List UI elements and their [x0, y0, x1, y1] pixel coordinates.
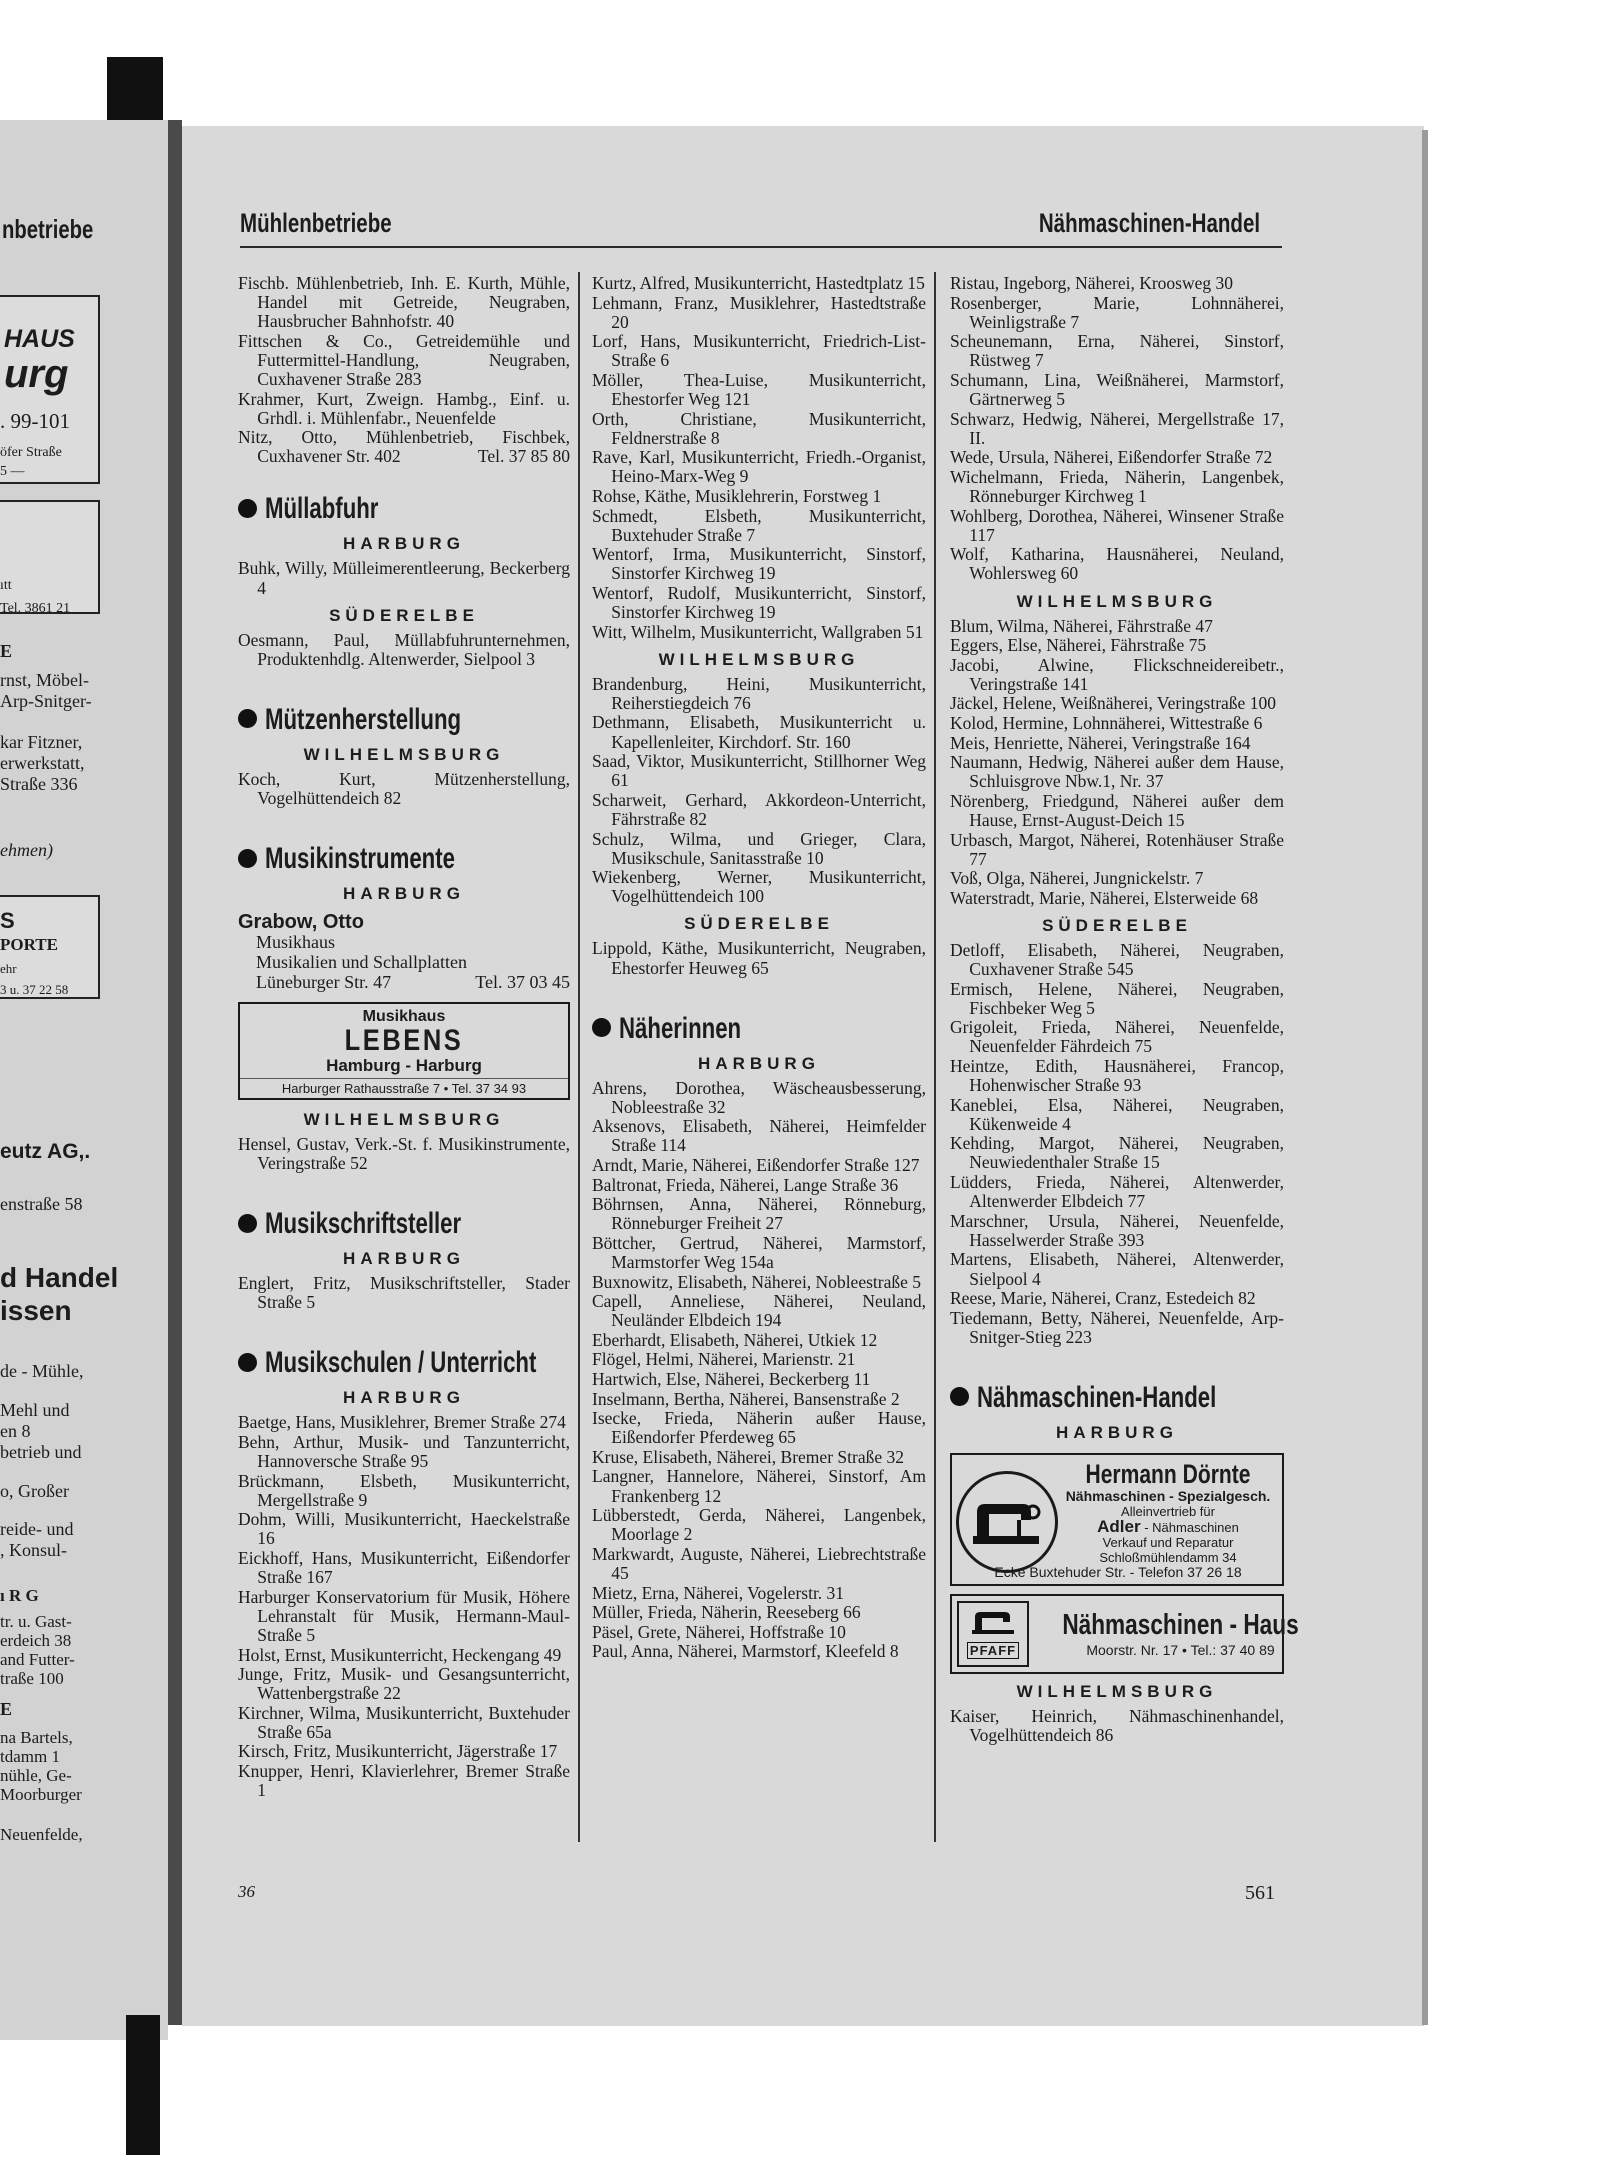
category-title: Musikschulen / Unterricht [265, 1346, 537, 1380]
advertisement-doernte [950, 1453, 1284, 1586]
directory-entry: Buxnowitz, Elisabeth, Näherei, Nobleestraße 5 [592, 1271, 921, 1292]
category-title: Nähmaschinen-Handel [977, 1380, 1217, 1414]
column-3 [950, 273, 1299, 1746]
directory-entry: Flögel, Helmi, Näherei, Marienstr. 21 [592, 1349, 856, 1370]
left-page-text-line: ehmen) [0, 840, 53, 860]
gutter-shadow [168, 120, 182, 2025]
left-page-text-line: nühle, Ge- [0, 1766, 72, 1785]
category-title: Musikschriftsteller [265, 1207, 462, 1241]
left-page-text-line: . 99-101 [0, 409, 70, 433]
directory-entry: Rave, Karl, Musikunterricht, Friedh.-Organist, Heino-Marx-Weg 9 [592, 447, 926, 487]
left-page-text-line: E [0, 641, 13, 661]
directory-entry: Marschner, Ursula, Näherei, Neuenfelde, Hasselwerder Straße 393 [950, 1210, 1284, 1250]
left-page-text-line: and Futter- [0, 1650, 75, 1669]
directory-entry: Knupper, Henri, Klavierlehrer, Bremer Straße 1 [238, 1761, 570, 1801]
page-number-right: 561 [1245, 1882, 1275, 1904]
directory-entry: Aksenovs, Elisabeth, Näherei, Heimfelder Straße 114 [592, 1116, 926, 1156]
directory-entry: Lehmann, Franz, Musiklehrer, Hastedtstraße 20 [592, 292, 926, 332]
directory-entry: Wohlberg, Dorothea, Näherei, Winsener Straße 117 [950, 505, 1284, 545]
directory-entry: Orth, Christiane, Musikunterricht, Feldnerstraße 8 [592, 408, 926, 448]
directory-entry: Naumann, Hedwig, Näherei außer dem Hause, Schluisgrove Nbw.1, Nr. 37 [950, 752, 1284, 792]
region-heading: HARBURG [698, 1053, 820, 1073]
region-heading: HARBURG [1056, 1422, 1178, 1442]
category-heading [238, 492, 570, 526]
left-page-text-line: d Handel [0, 1262, 119, 1293]
bullet-icon [238, 1214, 257, 1233]
ad-brand-row [1058, 1516, 1278, 1536]
ad-location: Hamburg - Harburg [326, 1056, 482, 1075]
left-page-text-line: ı R G [0, 1586, 39, 1605]
directory-entry: Isecke, Frieda, Näherin außer Hause, Eißendorfer Pferdeweg 65 [592, 1408, 926, 1448]
bullet-icon [950, 1387, 969, 1406]
directory-entry: Arndt, Marie, Näherei, Eißendorfer Straße 127 [592, 1154, 920, 1175]
directory-entry: Urbasch, Margot, Näherei, Rotenhäuser Straße 77 [950, 829, 1284, 869]
region-heading: WILHELMSBURG [658, 649, 860, 669]
running-head-left: Mühlenbetriebe [240, 208, 392, 238]
ad-address: Ecke Buxtehuder Str. - Telefon 37 26 18 [994, 1563, 1242, 1580]
left-page-text-line: erdeich 38 [0, 1631, 72, 1650]
category-heading [238, 703, 570, 737]
column-rule-2 [934, 272, 936, 1842]
directory-entry: Rohse, Käthe, Musiklehrerin, Forstweg 1 [592, 486, 882, 507]
directory-entry: Hartwich, Else, Näherei, Beckerberg 11 [592, 1369, 871, 1389]
left-page-text-line: Neuenfelde, [0, 1825, 83, 1844]
directory-entry: Dethmann, Elisabeth, Musikunterricht u. Kapellenleiter, Kirchdorf. Str. 160 [592, 712, 926, 752]
ad-company-name: LEBENS [344, 1024, 464, 1057]
page-number-left: 36 [238, 1882, 255, 1901]
region-heading: SÜDERELBE [1042, 915, 1192, 935]
ad-telephone: Tel. 37 03 45 [475, 972, 570, 992]
left-page-text-line: S [0, 908, 15, 933]
directory-entry: Heintze, Edith, Hausnäherei, Francop, Hohenwischer Straße 93 [950, 1055, 1284, 1096]
left-page-text-line: ıtt [0, 578, 12, 593]
advertiser-name: Nähmaschinen - Haus [1062, 1609, 1299, 1642]
left-page-text-line: Straße 336 [0, 774, 78, 794]
region-heading: WILHELMSBURG [1016, 591, 1218, 611]
ad-text-block [1029, 1609, 1332, 1658]
left-page-text-line: E [0, 1699, 13, 1719]
left-page-text-line: öfer Straße [0, 445, 62, 460]
directory-entry: Martens, Elisabeth, Näherei, Altenwerder, Sielpool 4 [950, 1249, 1284, 1289]
directory-entry: Eickhoff, Hans, Musikunterricht, Eißendorfer Straße 167 [238, 1548, 570, 1588]
left-page-text-line: traße 100 [0, 1669, 64, 1688]
ad-brand: Adler [1097, 1516, 1141, 1536]
directory-entry: Schmedt, Elsbeth, Musikunterricht, Buxtehuder Straße 7 [592, 505, 926, 545]
directory-entry: Markwardt, Auguste, Näherei, Liebrechtstraße 45 [592, 1543, 926, 1583]
entry-text: Nitz, Otto, Mühlenbetrieb, Fischbek, Cuxhavener Str. 402 [238, 427, 570, 467]
directory-entry: Scheunemann, Erna, Näherei, Sinstorf, Rüstweg 7 [950, 331, 1284, 371]
directory-entry: Voß, Olga, Näherei, Jungnickelstr. 7 [950, 868, 1204, 889]
left-page-text-line: en 8 [0, 1421, 31, 1441]
directory-entry: Müller, Frieda, Näherin, Reeseberg 66 [592, 1602, 861, 1623]
directory-entry: Böhrnsen, Anna, Näherei, Rönneburg, Rönneburger Freiheit 27 [592, 1194, 926, 1234]
left-page-text-line: Moorburger [0, 1785, 82, 1804]
directory-entry: Fischb. Mühlenbetrieb, Inh. E. Kurth, Mühle, Handel mit Getreide, Neugraben, Hausbrucher Bahnhofstr. 40 [238, 273, 570, 332]
directory-entry: Kruse, Elisabeth, Näherei, Bremer Straße 32 [592, 1446, 904, 1467]
ad-line: Musikhaus [256, 932, 336, 952]
directory-entry: Krahmer, Kurt, Zweign. Hambg., Einf. u. Grhdl. i. Mühlenfabr., Neuenfelde [238, 388, 570, 428]
category-heading [950, 1381, 1284, 1415]
left-page-header: nbetriebe [2, 214, 94, 244]
ad-footer: Harburger Rathausstraße 7 • Tel. 37 34 93 [240, 1078, 568, 1098]
region-heading: WILHELMSBURG [303, 744, 505, 764]
left-page-text-line: urg [4, 352, 69, 396]
directory-entry: Wiekenberg, Werner, Musikunterricht, Vogelhüttendeich 100 [592, 867, 926, 907]
region-heading: HARBURG [343, 534, 465, 554]
directory-entry: Wentorf, Irma, Musikunterricht, Sinstorf, Sinstorfer Kirchweg 19 [592, 544, 926, 584]
left-page-text-line: 5 — [0, 464, 25, 479]
directory-entry: Kurtz, Alfred, Musikunterricht, Hastedtplatz 15 [592, 273, 925, 293]
directory-entry: Behn, Arthur, Musik- und Tanzunterricht, Hannoversche Straße 95 [238, 1431, 570, 1472]
directory-entry: Mietz, Erna, Näherei, Vogelerstr. 31 [592, 1582, 845, 1603]
entry-telephone: Tel. 37 85 80 [477, 446, 570, 467]
left-page-text-line: Mehl und [0, 1400, 70, 1420]
left-page-text-line: na Bartels, [0, 1728, 73, 1747]
directory-entry: Kirchner, Wilma, Musikunterricht, Buxtehuder Straße 65a [238, 1702, 570, 1742]
directory-entry: Meis, Henriette, Näherei, Veringstraße 164 [950, 732, 1251, 753]
left-page-text-line: issen [0, 1295, 72, 1326]
region-heading: SÜDERELBE [684, 914, 834, 934]
left-page-text-line: betrieb und [0, 1442, 82, 1462]
directory-entry: Schulz, Wilma, und Grieger, Clara, Musikschule, Sanitasstraße 10 [592, 828, 926, 868]
directory-entry: Holst, Ernst, Musikunterricht, Heckengang 49 [238, 1644, 562, 1665]
directory-entry: Junge, Fritz, Musik- und Gesangsunterricht, Wattenbergstraße 22 [238, 1664, 570, 1704]
directory-entry: Capell, Anneliese, Näherei, Neuland, Neuländer Elbdeich 194 [592, 1291, 926, 1331]
left-page-text-line: o, Großer [0, 1481, 69, 1501]
advertiser-name: Grabow, Otto [238, 911, 364, 933]
directory-entry: Jäckel, Helene, Weißnäherei, Veringstraße 100 [950, 693, 1276, 714]
directory-entry: Buhk, Willy, Mülleimerentleerung, Beckerberg 4 [238, 558, 570, 598]
directory-entry: Brückmann, Elsbeth, Musikunterricht, Mergellstraße 9 [238, 1470, 570, 1510]
directory-entry: Schwarz, Hedwig, Näherei, Mergellstraße 17, II. [950, 408, 1284, 448]
directory-entry: Wede, Ursula, Näherei, Eißendorfer Straße 72 [950, 447, 1273, 468]
directory-entry: Lorf, Hans, Musikunterricht, Friedrich-List-Straße 6 [592, 331, 926, 371]
left-page-text-line: tr. u. Gast- [0, 1612, 72, 1631]
region-heading: HARBURG [343, 1249, 465, 1269]
ad-line: Verkauf und Reparatur [1102, 1534, 1234, 1550]
directory-entry: Waterstradt, Marie, Näherei, Elsterweide 68 [950, 887, 1259, 908]
ad-line: Nähmaschinen [1152, 1519, 1239, 1535]
page-edge [1422, 130, 1428, 2025]
bullet-icon [238, 1353, 257, 1372]
region-heading: HARBURG [343, 1388, 465, 1408]
left-page-text-line: ehr [0, 961, 17, 976]
directory-entry: Blum, Wilma, Näherei, Fährstraße 47 [950, 615, 1213, 636]
directory-entry: Ristau, Ingeborg, Näherei, Kroosweg 30 [950, 273, 1234, 293]
ad-line: Musikalien und Schallplatten [256, 952, 467, 972]
bullet-icon [238, 499, 257, 518]
region-heading: WILHELMSBURG [303, 1110, 505, 1129]
category-heading [592, 1012, 926, 1046]
directory-entry: Englert, Fritz, Musikschriftsteller, Stader Straße 5 [238, 1273, 570, 1313]
bullet-icon [238, 849, 257, 868]
directory-entry: Reese, Marie, Näherei, Cranz, Estedeich 82 [950, 1288, 1256, 1309]
left-page-text-line: reide- und [0, 1519, 74, 1539]
bullet-icon [238, 709, 257, 728]
ad-line: Schloßmühlendamm 34 [1099, 1549, 1237, 1565]
left-page-text-line: , Konsul- [0, 1540, 67, 1560]
directory-entry: Detloff, Elisabeth, Näherei, Neugraben, Cuxhavener Straße 545 [950, 939, 1284, 979]
advertiser-name: Hermann Dörnte [1085, 1458, 1251, 1489]
directory-entry: Hensel, Gustav, Verk.-St. f. Musikinstrumente, Veringstraße 52 [238, 1134, 570, 1174]
directory-entry: Lippold, Käthe, Musikunterricht, Neugraben, Ehestorfer Heuweg 65 [592, 938, 926, 978]
spine-bottom [126, 2015, 160, 2155]
directory-entry: Möller, Thea-Luise, Musikunterricht, Ehestorfer Weg 121 [592, 369, 926, 410]
separator: - [1140, 1519, 1153, 1535]
directory-entry: Päsel, Grete, Näherei, Hoffstraße 10 [592, 1621, 846, 1642]
advertisement-lebens [238, 1002, 570, 1100]
directory-entry: Eggers, Else, Näherei, Fährstraße 75 [950, 635, 1207, 656]
column-2 [592, 274, 926, 1662]
ad-address: Moorstr. Nr. 17 • Tel.: 37 40 89 [1086, 1642, 1275, 1659]
region-heading: WILHELMSBURG [1016, 1681, 1218, 1701]
left-ad-box-2 [0, 500, 100, 614]
left-page-text-line: 3 u. 37 22 58 [0, 982, 69, 997]
left-page-text-line: Arp-Snitger- [0, 691, 92, 711]
left-page-text-line: enstraße 58 [0, 1194, 83, 1214]
ad-top-line: Musikhaus [362, 1008, 446, 1025]
directory-entry: Oesmann, Paul, Müllabfuhrunternehmen, Produktenhdlg. Altenwerder, Sielpool 3 [238, 629, 570, 669]
directory-entry: Baetge, Hans, Musiklehrer, Bremer Straße 274 [238, 1412, 566, 1433]
directory-entry: Kaneblei, Elsa, Näherei, Neugraben, Kükenweide 4 [950, 1094, 1284, 1134]
left-page-text-line: de - Mühle, [0, 1361, 84, 1381]
running-head-right: Nähmaschinen-Handel [1038, 208, 1260, 238]
directory-entry: Langner, Hannelore, Näherei, Sinstorf, Am Frankenberg 12 [592, 1466, 926, 1506]
category-heading [238, 842, 570, 876]
directory-entry: Schumann, Lina, Weißnäherei, Marmstorf, Gärtnerweg 5 [950, 369, 1284, 410]
directory-entry: Witt, Wilhelm, Musikunterricht, Wallgraben 51 [592, 621, 924, 642]
left-page-text-line: HAUS [4, 325, 75, 353]
directory-entry: Wichelmann, Frieda, Näherin, Langenbek, Rönneburger Kirchweg 1 [950, 466, 1284, 507]
directory-entry: Paul, Anna, Näherei, Marmstorf, Kleefeld 8 [592, 1641, 899, 1662]
sewing-machine-icon [971, 1609, 1015, 1640]
header-rule [240, 246, 1282, 248]
sewing-machine-icon [956, 1471, 1058, 1573]
directory-entry: Ahrens, Dorothea, Wäscheausbesserung, Nobleestraße 32 [592, 1077, 926, 1117]
directory-entry: Grigoleit, Frieda, Näherei, Neuenfelde, Neuenfelder Fährdeich 75 [950, 1017, 1284, 1057]
left-page-text-line: Tel. 3861 21 [0, 601, 71, 616]
directory-entry: Scharweit, Gerhard, Akkordeon-Unterricht, Fährstraße 82 [592, 789, 926, 829]
directory-entry: Saad, Viktor, Musikunterricht, Stillhorner Weg 61 [592, 751, 926, 791]
ad-line: Nähmaschinen - Spezialgesch. [1065, 1487, 1271, 1504]
directory-entry: Eberhardt, Elisabeth, Näherei, Utkiek 12 [592, 1329, 878, 1350]
directory-entry: Tiedemann, Betty, Näherei, Neuenfelde, Arp-Snitger-Stieg 223 [950, 1307, 1284, 1347]
left-page-text-line: eutz AG,. [0, 1140, 91, 1163]
ad-brand: PFAFF [967, 1642, 1019, 1659]
directory-entry: Kaiser, Heinrich, Nähmaschinenhandel, Vogelhüttendeich 86 [950, 1705, 1284, 1745]
ad-line: Alleinvertrieb für [1121, 1503, 1215, 1519]
category-heading [238, 1346, 570, 1380]
column-rule-1 [578, 272, 580, 1842]
directory-entry: Brandenburg, Heini, Musikunterricht, Reiherstiegdeich 76 [592, 673, 926, 713]
directory-entry: Jacobi, Alwine, Flickschneidereibetr., Veringstraße 141 [950, 654, 1284, 694]
column-1 [238, 274, 570, 1801]
directory-entry: Rosenberger, Marie, Lohnnäherei, Weinligstraße 7 [950, 292, 1284, 332]
directory-entry: Wentorf, Rudolf, Musikunterricht, Sinstorf, Sinstorfer Kirchweg 19 [592, 583, 926, 623]
left-page-text-line: rnst, Möbel- [0, 670, 89, 690]
left-page-text-line: kar Fitzner, [0, 732, 83, 752]
directory-entry: Dohm, Willi, Musikunterricht, Haeckelstraße 16 [238, 1509, 570, 1549]
category-heading [238, 1207, 570, 1241]
left-page-text-line: erwerkstatt, [0, 753, 85, 773]
directory-entry: Nörenberg, Friedgund, Näherei außer dem Hause, Ernst-August-Deich 15 [950, 790, 1284, 830]
directory-entry: Kehding, Margot, Näherei, Neugraben, Neuwiedenthaler Straße 15 [950, 1133, 1284, 1173]
directory-entry: Harburger Konservatorium für Musik, Höhere Lehranstalt für Musik, Hermann-Maul-Straße 5 [238, 1586, 570, 1645]
pfaff-logo [957, 1601, 1029, 1667]
bullet-icon [592, 1018, 611, 1037]
directory-entry: Kolod, Hermine, Lohnnäherei, Wittestraße 6 [950, 712, 1263, 733]
directory-entry: Fittschen & Co., Getreidemühle und Futtermittel-Handlung, Neugraben, Cuxhavener Straße 283 [238, 330, 570, 389]
ad-address: Lüneburger Str. 47 [256, 972, 392, 992]
directory-entry: Ermisch, Helene, Näherei, Neugraben, Fischbeker Weg 5 [950, 978, 1284, 1018]
directory-entry: Wolf, Katharina, Hausnäherei, Neuland, Wohlersweg 60 [950, 544, 1284, 584]
directory-entry: Kirsch, Fritz, Musikunterricht, Jägerstraße 17 [238, 1741, 558, 1762]
directory-entry: Inselmann, Bertha, Näherei, Bansenstraße 2 [592, 1388, 900, 1409]
left-page-text-line: PORTE [0, 935, 58, 954]
category-title: Musikinstrumente [265, 842, 455, 875]
advertisement-grabow [238, 911, 570, 992]
directory-entry: Böttcher, Gertrud, Näherei, Marmstorf, Marmstorfer Weg 154a [592, 1232, 926, 1272]
directory-entry: Baltronat, Frieda, Näherei, Lange Straße 36 [592, 1174, 899, 1195]
left-page-fragment [0, 120, 168, 2040]
directory-entry: Koch, Kurt, Mützenherstellung, Vogelhüttendeich 82 [238, 768, 570, 808]
ad-text-block [994, 1458, 1278, 1580]
category-title: Müllabfuhr [265, 492, 379, 526]
advertisement-naehmaschinen-haus [950, 1594, 1299, 1674]
ad-address-row [256, 972, 570, 992]
directory-entry: Lüdders, Frieda, Näherei, Altenwerder, Altenwerder Elbdeich 77 [950, 1172, 1284, 1212]
region-heading: SÜDERELBE [329, 605, 479, 625]
directory-entry [238, 428, 570, 466]
region-heading: HARBURG [343, 884, 465, 903]
category-title: Mützenherstellung [265, 702, 462, 736]
left-page-text-line: tdamm 1 [0, 1747, 60, 1766]
category-title: Näherinnen [619, 1011, 742, 1045]
directory-entry: Lübberstedt, Gerda, Näherei, Langenbek, Moorlage 2 [592, 1505, 926, 1545]
